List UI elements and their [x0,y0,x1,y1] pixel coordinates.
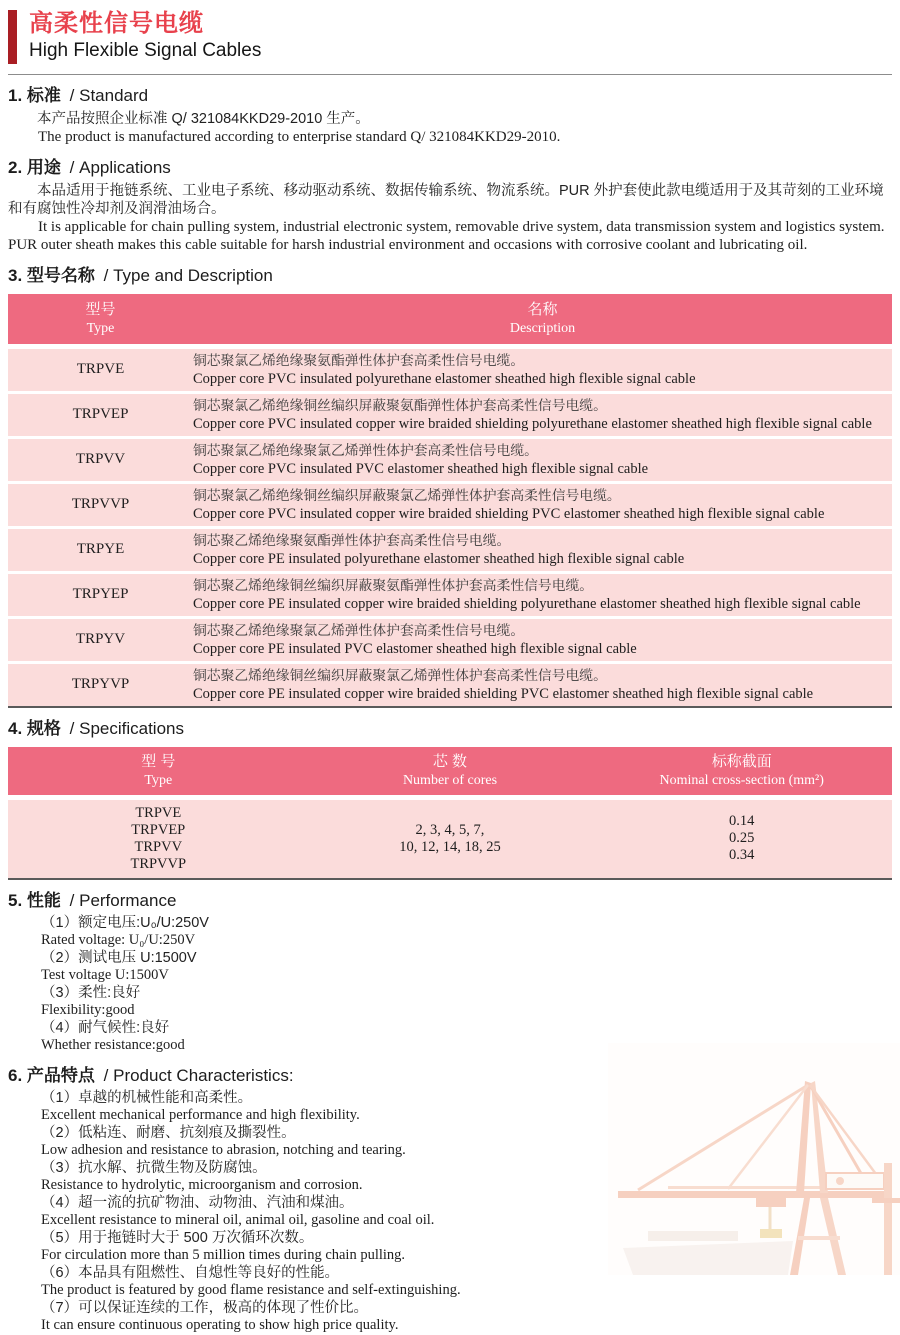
description-cell [193,577,892,613]
section-type-description-heading [8,265,892,287]
type-cell: TRPYV [75,631,126,647]
characteristic-item-cn: （7）可以保证连续的工作，极高的体现了性价比。 [41,1299,369,1316]
header-type-en: Type [86,320,115,336]
table-row [8,619,892,661]
spec-cross-section-line: 0.25 [729,830,755,846]
characteristic-item-en: Low adhesion and resistance to abrasion, notching and tearing. [41,1142,406,1158]
spec-type-line: TRPVE [135,804,182,821]
description-cell [193,667,892,703]
section-number: 2. [8,157,23,177]
section-heading-en: / Specifications [69,718,184,738]
section-number: 6. [8,1065,23,1085]
header-cell-type [8,747,309,795]
section-heading-en: / Performance [69,890,177,910]
performance-item-cn: （2）测试电压 U:1500V [41,949,197,966]
description-cn: 铜芯聚乙烯绝缘铜丝编织屏蔽聚氯乙烯弹性体护套高柔性信号电缆。 [193,667,607,683]
type-cell: TRPVE [76,361,125,377]
description-cell [193,397,892,433]
characteristic-item-en: For circulation more than 5 million times during chain pulling. [41,1247,406,1263]
characteristic-item-cn: （2）低粘连、耐磨、抗刻痕及撕裂性。 [41,1124,296,1141]
header-cores-en: Number of cores [402,772,498,788]
characteristic-item-en: Excellent resistance to mineral oil, animal oil, gasoline and coal oil. [41,1212,435,1228]
table-body [8,349,892,706]
section-heading-cn: 用途 [26,157,61,177]
section-standard [8,85,892,147]
section-specifications [8,718,892,880]
spec-type-line: TRPVV [134,838,183,855]
spec-cross-section-line: 0.14 [729,813,755,829]
performance-item-cn: （1）额定电压:U₀/U:250V [41,914,209,931]
section-heading-cn: 规格 [26,718,61,738]
description-cell [193,442,892,478]
characteristic-item-cn: （6）本品具有阻燃性、自熄性等良好的性能。 [41,1264,340,1281]
section-applications-heading [8,157,892,179]
performance-item-en: Rated voltage: U₀/U:250V [41,932,196,948]
description-cn: 铜芯聚氯乙烯绝缘聚氨酯弹性体护套高柔性信号电缆。 [193,352,525,368]
page-title-cn: 高柔性信号电缆 [29,10,204,37]
header-type-cn: 型号 [85,300,116,318]
type-cell: TRPYVP [71,676,130,692]
table-row [8,394,892,436]
table-body [8,800,892,878]
header-section-en: Nominal cross-section (mm²) [659,772,824,788]
header-desc-cn: 名称 [527,300,558,318]
section-number: 5. [8,890,23,910]
spec-cell-cross-sections [591,805,892,873]
table-row [8,349,892,391]
spec-cores-line: 10, 12, 14, 18, 25 [399,838,501,855]
description-cn: 铜芯聚乙烯绝缘铜丝编织屏蔽聚氨酯弹性体护套高柔性信号电缆。 [193,577,594,593]
header-cell-description [193,294,892,344]
description-en: Copper core PE insulated PVC elastomer sheathed high flexible signal cable [193,640,637,657]
description-cn: 铜芯聚乙烯绝缘聚氯乙烯弹性体护套高柔性信号电缆。 [193,622,525,638]
description-en: Copper core PE insulated copper wire braided shielding polyurethane elastomer sheathed high flexible signal cable [193,595,861,612]
applications-body-en: It is applicable for chain pulling system, industrial electronic system, removable drive system, data transmission system and logistics system. PUR outer sheath makes this cable suitable for harsh industrial environment and occasions with corrosive coolant and lubricating oil. [8,218,885,253]
section-heading-cn: 性能 [26,890,61,910]
header-type-cn: 型 号 [141,752,176,770]
description-en: Copper core PVC insulated copper wire braided shielding polyurethane elastomer sheathed high flexible signal cable [193,415,872,432]
type-cell: TRPVEP [72,406,129,422]
characteristic-item-cn: （3）抗水解、抗微生物及防腐蚀。 [41,1159,267,1176]
standard-body-en: The product is manufactured according to enterprise standard Q/ 321084KKD29-2010. [38,129,561,145]
description-en: Copper core PVC insulated polyurethane elastomer sheathed high flexible signal cable [193,370,696,387]
spec-cell-cores [309,805,592,873]
performance-item-cn: （3）柔性:良好 [41,984,141,1001]
type-cell: TRPVV [75,451,126,467]
characteristic-item-en: Resistance to hydrolytic, microorganism and corrosion. [41,1177,363,1193]
type-description-table [8,294,892,708]
table-row [8,484,892,526]
description-en: Copper core PE insulated polyurethane elastomer sheathed high flexible signal cable [193,550,685,567]
accent-bar [8,10,17,64]
specifications-table [8,747,892,880]
section-characteristics [8,1065,892,1335]
table-header-row [8,294,892,344]
characteristic-item-en: The product is featured by good flame resistance and self-extinguishing. [41,1282,461,1298]
header-desc-en: Description [509,320,576,336]
section-heading-en: / Applications [69,157,171,177]
description-en: Copper core PVC insulated copper wire braided shielding PVC elastomer sheathed high flexible signal cable [193,505,825,522]
description-cell [193,532,892,568]
performance-item-en: Whether resistance:good [41,1037,185,1053]
section-number: 4. [8,718,23,738]
type-cell: TRPYE [76,541,125,557]
type-cell: TRPVVP [71,496,130,512]
performance-item-cn: （4）耐气候性:良好 [41,1019,170,1036]
performance-item-en: Flexibility:good [41,1002,135,1018]
performance-list [41,915,892,1055]
spec-cell-types [8,805,309,873]
section-performance [8,890,892,1055]
header-cell-cross-section [591,747,892,795]
type-cell: TRPYEP [72,586,129,602]
page-header [8,10,892,64]
spec-type-line: TRPVVP [130,855,187,872]
section-heading-cn: 产品特点 [26,1065,95,1085]
table-row [8,574,892,616]
table-row [8,439,892,481]
description-en: Copper core PVC insulated PVC elastomer sheathed high flexible signal cable [193,460,649,477]
section-specifications-heading [8,718,892,740]
characteristics-list [41,1090,892,1335]
description-cn: 铜芯聚氯乙烯绝缘铜丝编织屏蔽聚氯乙烯弹性体护套高柔性信号电缆。 [193,487,621,503]
header-cores-cn: 芯 数 [432,752,468,770]
standard-body-cn: 本产品按照企业标准 Q/ 321084KKD29-2010 生产。 [37,111,370,127]
section-performance-heading [8,890,892,912]
characteristic-item-cn: （1）卓越的机械性能和高柔性。 [41,1089,253,1106]
table-header-row [8,747,892,795]
section-applications [8,157,892,255]
section-heading-en: / Type and Description [103,265,273,285]
characteristic-item-cn: （4）超一流的抗矿物油、动物油、汽油和煤油。 [41,1194,354,1211]
header-type-en: Type [144,772,173,788]
title-block [29,10,261,64]
characteristic-item-cn: （5）用于拖链时大于 500 万次循环次数。 [41,1229,314,1246]
section-standard-heading [8,85,892,107]
performance-item-en: Test voltage U:1500V [41,967,169,983]
description-cell [193,487,892,523]
characteristic-item-en: Excellent mechanical performance and high flexibility. [41,1107,360,1123]
header-section-cn: 标称截面 [711,752,772,770]
description-cn: 铜芯聚氯乙烯绝缘铜丝编织屏蔽聚氨酯弹性体护套高柔性信号电缆。 [193,397,607,413]
table-row [8,529,892,571]
page-title-en: High Flexible Signal Cables [29,40,262,61]
section-number: 3. [8,265,23,285]
description-en: Copper core PE insulated copper wire braided shielding PVC elastomer sheathed high flexible signal cable [193,685,814,702]
header-cell-cores [309,747,592,795]
table-row [8,664,892,706]
section-heading-en: / Standard [69,86,149,105]
section-heading-cn: 标准 [26,86,61,105]
section-heading-cn: 型号名称 [26,265,95,285]
description-cn: 铜芯聚乙烯绝缘聚氨酯弹性体护套高柔性信号电缆。 [193,532,511,548]
section-number: 1. [8,86,23,105]
description-cell [193,622,892,658]
section-type-description [8,265,892,708]
spec-cross-section-line: 0.34 [729,847,755,863]
spec-type-line: TRPVEP [131,821,186,838]
spec-cores-line: 2, 3, 4, 5, 7, [415,821,485,838]
applications-body-cn: 本品适用于拖链系统、工业电子系统、移动驱动系统、数据传输系统、物流系统。PUR 外护套使此款电缆适用于及其苛刻的工业环境和有腐蚀性冷却剂及润滑油场合。 [8,182,884,217]
characteristic-item-en: It can ensure continuous operating to show high price quality. [41,1317,399,1333]
section-characteristics-heading [8,1065,892,1087]
header-divider [8,74,892,75]
header-cell-type [8,294,193,344]
description-cell [193,352,892,388]
section-heading-en: / Product Characteristics: [103,1065,294,1085]
description-cn: 铜芯聚氯乙烯绝缘聚氯乙烯弹性体护套高柔性信号电缆。 [193,442,538,458]
